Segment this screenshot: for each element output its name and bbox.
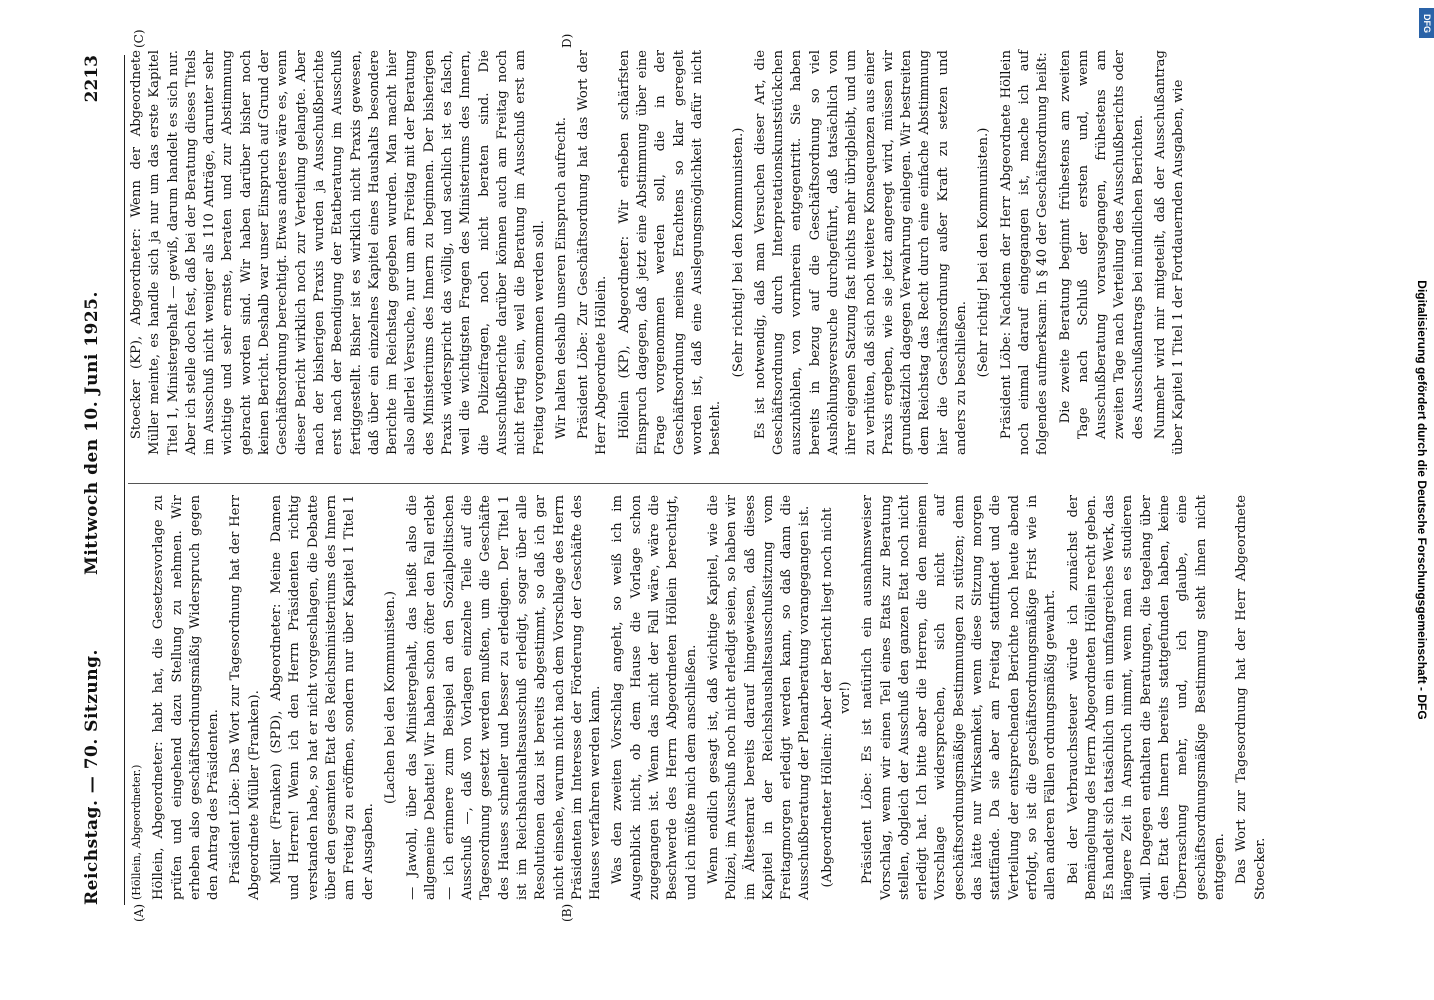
column-divider (128, 483, 928, 484)
header-date: Mittwoch den 10. Juni 1925. (82, 291, 102, 575)
paragraph: Präsident Löbe: Nachdem der Herr Abgeordnete Höllein noch einmal darauf eingegangen ist, mache ich auf folgendes aufmerksam: In § 40 der Geschäftsordnung heißt: (998, 50, 1051, 455)
paragraph: Höllein (KP), Abgeordneter: Wir erheben schärfsten Einspruch dagegen, daß jetzt eine Abstimmung über eine Frage vorgenommen werden soll, die in der Geschäftsordnung meines Erachtens so klar geregelt worden ist, daß eine Auslegungsmöglichkeit dafür nicht besteht. (616, 50, 724, 455)
paragraph: Es ist notwendig, daß man Versuchen dieser Art, die Geschäftsordnung durch Interpretationskunststückchen auszuhöhlen, von vornherein entgegentritt. Sie haben bereits in bezug auf die Geschäftsordnung so viel Aushöhlungsversuche durchgeführt, daß tatsächlich von ihrer eigenen Satzung fast nichts mehr übrigbleibt, und um zu verhüten, daß sich noch weitere Konsequenzen aus einer Praxis ergeben, wie sie jetzt angeregt wird, müssen wir grundsätzlich dagegen Verwahrung einlegen. Wir bestreiten dem Reichstag das Recht durch eine einfache Abstimmung hier die Geschäftsordnung außer Kraft zu setzen und anders zu beschließen. (752, 50, 970, 455)
paragraph: Müller (Franken) (SPD), Abgeordneter: Meine Damen und Herren! Wenn ich den Herrn Präsidenten richtig verstanden habe, so hat er nicht vorgeschlagen, die Debatte über den gesamten Etat des Reichsministeriums des Innern am Freitag zu eröffnen, sondern nur über Kapitel 1 Titel 1 der Ausgaben. (269, 495, 376, 900)
header-rule (124, 55, 125, 905)
page-header (62, 55, 124, 905)
interjection: (Sehr richtig! bei den Kommunisten.) (976, 127, 992, 378)
interjection: (Lachen bei den Kommunisten.) (382, 590, 398, 805)
paragraph: Nunmehr wird mir mitgeteilt, daß der Ausschußantrag über Kapitel 1 Titel 1 der Fortdauernden Ausgaben, wie (1153, 50, 1187, 455)
header-session-title: Reichstag. — 70. Sitzung. (82, 649, 102, 905)
paragraph: Präsident Löbe: Zur Geschäftsordnung hat das Wort der Herr Abgeordnete Höllein. (576, 50, 610, 455)
paragraph: Stoecker (KP), Abgeordneter: Wenn der Abgeordnete Müller meinte, es handle sich ja nur um das erste Kapitel Titel 1, Ministergehalt — gewiß, darum handelt es sich nur. Aber ich stelle doch fest, daß bei der Beratung dieses Titels im Ausschuß nicht weniger als 110 Anträge, darunter sehr wichtige und sehr ernste, beraten und zur Abstimmung gebracht worden sind. Wir haben darüber bisher noch keinen Bericht. Deshalb war unser Einspruch auf Grund der Geschäftsordnung berechtigt. Etwas anderes wäre es, wenn dieser Bericht wirklich noch zur Verteilung gelangte. Aber nach der bisherigen Praxis wurden ja Ausschußberichte erst nach der Beendigung der Etatberatung im Ausschuß fertiggestellt. Bisher ist es wirklich nicht Praxis gewesen, daß über ein einzelnes Kapitel eines Haushalts besondere Berichte im Reichstag gegeben wurden. Man macht hier also allerlei Versuche, nur um am Freitag mit der Beratung des Ministeriums des Innern zu beginnen. Der bisherigen Praxis widerspricht das völlig, und sachlich ist es falsch, weil die wichtigsten Fragen des Ministeriums des Innern, die Polizeifragen, noch nicht beraten sind. Die Ausschußberichte darüber können auch am Freitag noch nicht fertig sein, weil die Beratung im Ausschuß erst am Freitag vorgenommen werden soll. (129, 50, 547, 455)
digitization-sidebar (1410, 0, 1434, 1000)
margin-mark-c: (C) (132, 29, 146, 48)
paragraph: Wenn endlich gesagt ist, daß wichtige Kapitel, wie die Polizei, im Ausschuß noch nicht erledigt seien, so haben wir im Ältestenrat bereits darauf hingewiesen, daß dieses Kapitel in der Reichshaushaltsausschußsitzung vom Freitagmorgen erledigt werden kann, so daß dann die Ausschußberatung der Plenarberatung vorangegangen ist. (705, 495, 813, 900)
page-number: 2213 (82, 55, 102, 103)
interjection: (Abgeordneter Höllein: Aber der Bericht liegt noch nicht vor!) (819, 507, 853, 888)
paragraph: Präsident Löbe: Es ist natürlich ein ausnahmsweiser Vorschlag, wenn wir einen Teil eines Etats zur Beratung stellen, obgleich der Ausschuß den ganzen Etat noch nicht erledigt hat. Ich bitte aber die Herren, die den meinem Vorschlage widersprechen, sich nicht auf geschäftsordnungsmäßige Bestimmungen zu stützen; denn das hätte nur Wirksamkeit, wenn diese Sitzung morgen stattfände. Da sie aber am Freitag stattfindet und die Verteilung der entsprechenden Berichte noch heute abend erfolgt, so ist die geschäftsordnungsmäßige Frist wie in allen anderen Fällen ordnungsmäßig gewahrt. (860, 495, 1059, 900)
paragraph: Wir halten deshalb unseren Einspruch aufrecht. (553, 117, 569, 440)
text-column-right (128, 50, 1187, 455)
dfg-logo-icon: DFG (1419, 8, 1434, 38)
margin-mark-d: D) (560, 33, 574, 48)
margin-mark-b: (B) (560, 903, 574, 922)
paragraph: Das Wort zur Tagesordnung hat der Herr Abgeordnete Stoecker. (1234, 495, 1268, 900)
paragraph: Präsident Löbe: Das Wort zur Tagesordnung hat der Herr Abgeordnete Müller (Franken). (228, 495, 262, 900)
speaker-tag: (Höllein, Abgeordneter.) (130, 764, 143, 900)
interjection: (Sehr richtig! bei den Kommunisten.) (730, 127, 746, 378)
dfg-credit-text: Digitalisierung gefördert durch die Deutsche Forschungsgemeinschaft - DFG (1415, 280, 1429, 720)
margin-mark-a: (A) (132, 903, 146, 922)
paragraph: Bei der Verbrauchssteuer würde ich zunächst der Bemängelung des Herrn Abgeordneten Höllein recht geben. Es handelt sich tatsächlich um ein umfangreiches Werk, das längere Zeit in Anspruch nimmt, wenn man es studieren will. Dagegen enthalten die Beratungen, die tagelang über den Etat des Innern bereits stattgefunden haben, keine Überraschung mehr, und, ich glaube, eine geschäftsordnungsmäßige Bestimmung steht ihnen nicht entgegen. (1065, 495, 1227, 900)
paragraph: — Jawohl, über das Ministergehalt, das heißt also die allgemeine Debatte! Wir haben schon öfter den Fall erlebt — ich erinnere zum Beispiel an den Sozialpolitischen Ausschuß —, daß von Vorlagen einzelne Teile auf die Tagesordnung gesetzt werden mußten, um die Geschäfte des Hauses schneller und besser zu erledigen. Der Titel 1 ist im Reichshaushaltsausschuß erledigt, sogar über alle Resolutionen dazu ist bereits abgestimmt, so daß ich gar nicht einsehe, warum nicht nach dem Vorschlage des Herrn Präsidenten im Interesse der Förderung der Geschäfte des Hauses verfahren werden kann. (405, 495, 604, 900)
header-right (62, 55, 124, 575)
text-column-left (128, 495, 1268, 900)
paragraph: Was den zweiten Vorschlag angeht, so weiß ich im Augenblick nicht, ob dem Hause die Vorlage schon zugegangen ist. Wenn das nicht der Fall wäre, wäre die Beschwerde des Herrn Abgeordneten Höllein berechtigt, und ich müßte mich dem anschließen. (610, 495, 699, 900)
paragraph: Höllein, Abgeordneter: habt hat, die Gesetzesvorlage zu prüfen und eingehend dazu Stellung zu nehmen. Wir erheben also geschäftsordnungsmäßig Widerspruch gegen den Antrag des Präsidenten. (151, 495, 222, 900)
quoted-rule: Die zweite Beratung beginnt frühestens am zweiten Tage nach Schluß der ersten und, wenn Ausschußberatung vorausgegangen, frühestens am zweiten Tage nach Verteilung des Ausschußberichts oder des Ausschußantrags bei mündlichen Berichten. (1057, 50, 1146, 440)
